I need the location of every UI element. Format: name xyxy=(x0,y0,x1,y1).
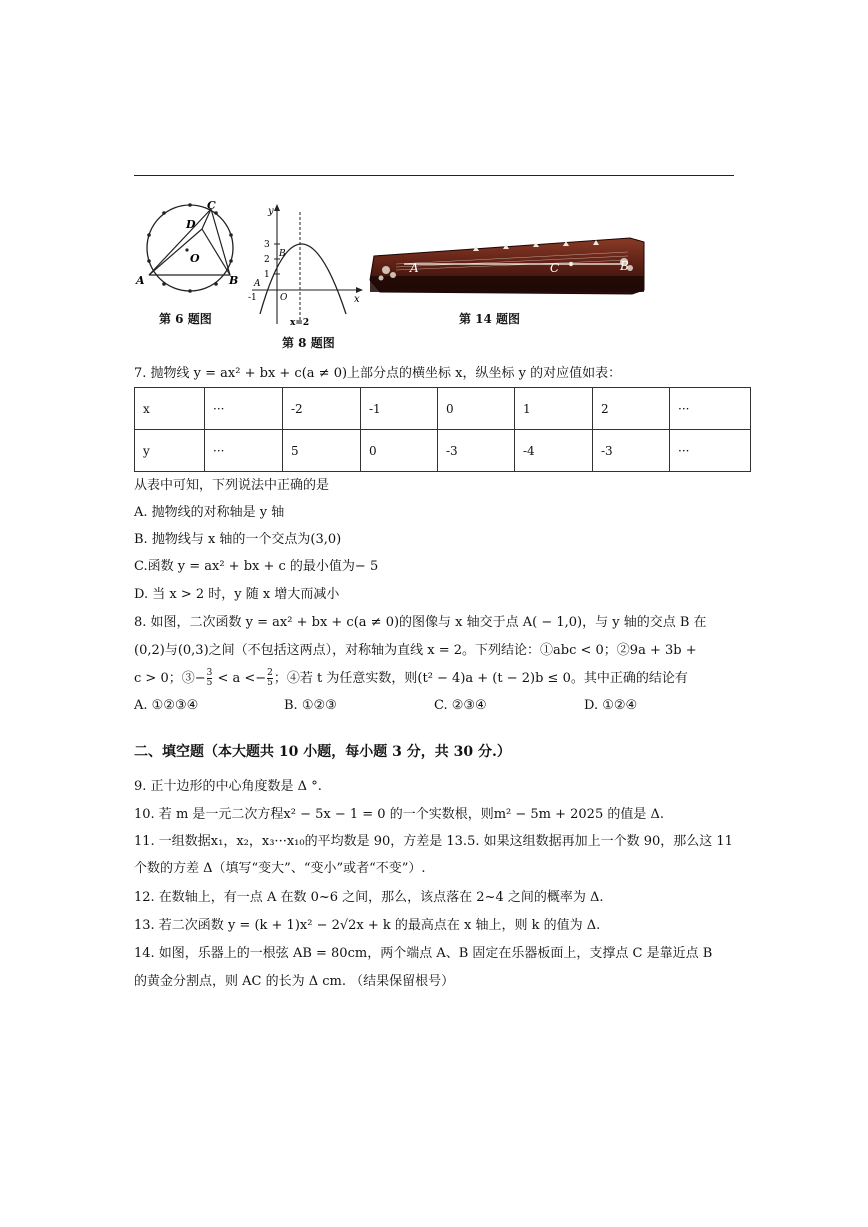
fig6-label-a: A xyxy=(136,274,145,287)
figure-14-guzheng-illustration xyxy=(366,234,648,304)
q8-line-3-a: c > 0；③− xyxy=(134,671,206,686)
q8-option-d: D. ①②④ xyxy=(584,698,638,713)
fraction-three-fifths xyxy=(207,669,213,688)
fig8-tick-minus1: -1 xyxy=(248,293,257,303)
q8-option-b: B. ①②③ xyxy=(284,698,337,713)
fig8-label-b: B xyxy=(279,249,286,259)
fig6-caption: 第 6 题图 xyxy=(159,312,212,326)
section-2-heading: 二、填空题（本大题共 10 小题，每小题 3 分，共 30 分.） xyxy=(134,744,511,760)
q14-line-1: 14. 如图，乐器上的一根弦 AB = 80cm，两个端点 A、B 固定在乐器板面上，支撑点 C 是靠近点 B xyxy=(134,946,713,961)
fraction-numerator: 3 xyxy=(206,668,213,678)
table-cell: -1 xyxy=(361,388,438,430)
q8-line-3-c: ；④若 t 为任意实数，则(t² − 4)a + (t − 2)b ≤ 0。其中正确的结论有 xyxy=(273,671,688,686)
table-cell: y xyxy=(135,430,205,472)
fig14-label-c: C xyxy=(550,261,560,275)
fig14-label-b: B xyxy=(620,259,629,273)
q10-text: 10. 若 m 是一元二次方程x² − 5x − 1 = 0 的一个实数根，则m² − 5m + 2025 的值是 Δ. xyxy=(134,807,665,822)
fig8-tick-3: 3 xyxy=(264,240,270,250)
fraction-two-fifths xyxy=(267,669,273,688)
table-cell: 2 xyxy=(593,388,670,430)
fraction-numerator: 2 xyxy=(267,668,273,678)
fig6-label-c: C xyxy=(207,199,216,212)
fig8-label-y: y xyxy=(268,206,274,217)
q7-value-table xyxy=(134,387,751,472)
q8-line-1: 8. 如图，二次函数 y = ax² + bx + c(a ≠ 0)的图像与 x 轴交于点 A( − 1,0)，与 y 轴的交点 B 在 xyxy=(134,615,707,630)
fig8-caption: 第 8 题图 xyxy=(282,336,335,350)
fraction-denominator: 5 xyxy=(267,678,273,688)
q13-text: 13. 若二次函数 y = (k + 1)x² − 2√2x + k 的最高点在 x 轴上，则 k 的值为 Δ. xyxy=(134,918,601,933)
fig8-label-x: x xyxy=(354,294,360,305)
table-cell: ··· xyxy=(205,430,283,472)
table-cell: -4 xyxy=(515,430,593,472)
table-row xyxy=(135,430,751,472)
q8-line-2: (0,2)与(0,3)之间（不包括这两点），对称轴为直线 x = 2。下列结论：①abc < 0；②9a + 3b + xyxy=(134,643,697,658)
q9-text: 9. 正十边形的中心角度数是 Δ °. xyxy=(134,779,322,794)
table-cell: -3 xyxy=(593,430,670,472)
fig8-tick-2: 2 xyxy=(264,255,270,265)
fig8-tick-1: 1 xyxy=(264,270,270,280)
q7-option-a: A. 抛物线的对称轴是 y 轴 xyxy=(134,505,285,520)
table-cell: 1 xyxy=(515,388,593,430)
table-cell: ··· xyxy=(670,430,751,472)
q12-text: 12. 在数轴上，有一点 A 在数 0~6 之间，那么，该点落在 2~4 之间的概率为 Δ. xyxy=(134,890,604,905)
table-cell: 0 xyxy=(361,430,438,472)
fig8-label-o: O xyxy=(280,293,288,303)
table-cell: 0 xyxy=(438,388,515,430)
header-rule xyxy=(134,175,734,176)
table-cell: -2 xyxy=(283,388,361,430)
fig6-label-o: O xyxy=(190,252,200,265)
q7-option-b: B. 抛物线与 x 轴的一个交点为(3,0) xyxy=(134,532,342,547)
table-cell: -3 xyxy=(438,430,515,472)
fig14-label-a: A xyxy=(410,261,419,275)
q7-option-d: D. 当 x > 2 时，y 随 x 增大而减小 xyxy=(134,587,340,602)
fraction-denominator: 5 xyxy=(206,678,213,688)
q8-line-3-b: < a <− xyxy=(213,671,267,686)
q7-option-c: C.函数 y = ax² + bx + c 的最小值为− 5 xyxy=(134,559,379,574)
q8-option-c: C. ②③④ xyxy=(434,698,487,713)
figure-6-circle-diagram xyxy=(134,198,244,310)
q7-lead: 从表中可知，下列说法中正确的是 xyxy=(134,478,330,493)
fig14-caption: 第 14 题图 xyxy=(459,312,521,326)
table-cell: 5 xyxy=(283,430,361,472)
q14-line-2: 的黄金分割点，则 AC 的长为 Δ cm. （结果保留根号） xyxy=(134,974,455,989)
table-cell: ··· xyxy=(205,388,283,430)
q11-line-2: 个数的方差 Δ（填写“变大”、“变小”或者“不变”）. xyxy=(134,861,426,876)
figure-8-parabola-graph xyxy=(242,202,364,328)
fig8-label-a: A xyxy=(254,279,261,289)
q11-line-1: 11. 一组数据x₁，x₂，x₃···x₁₀的平均数是 90，方差是 13.5. 如果这组数据再加上一个数 90，那么这 11 xyxy=(134,834,733,849)
fig8-axis-label: x=2 xyxy=(290,318,310,328)
fig6-label-b: B xyxy=(229,274,239,287)
fig6-label-d: D xyxy=(186,218,196,231)
table-row xyxy=(135,388,751,430)
q8-option-a: A. ①②③④ xyxy=(134,698,199,713)
q8-line-3 xyxy=(134,667,688,688)
q7-stem: 7. 抛物线 y = ax² + bx + c(a ≠ 0)上部分点的横坐标 x，纵坐标 y 的对应值如表： xyxy=(134,366,622,381)
table-cell: x xyxy=(135,388,205,430)
table-cell: ··· xyxy=(670,388,751,430)
